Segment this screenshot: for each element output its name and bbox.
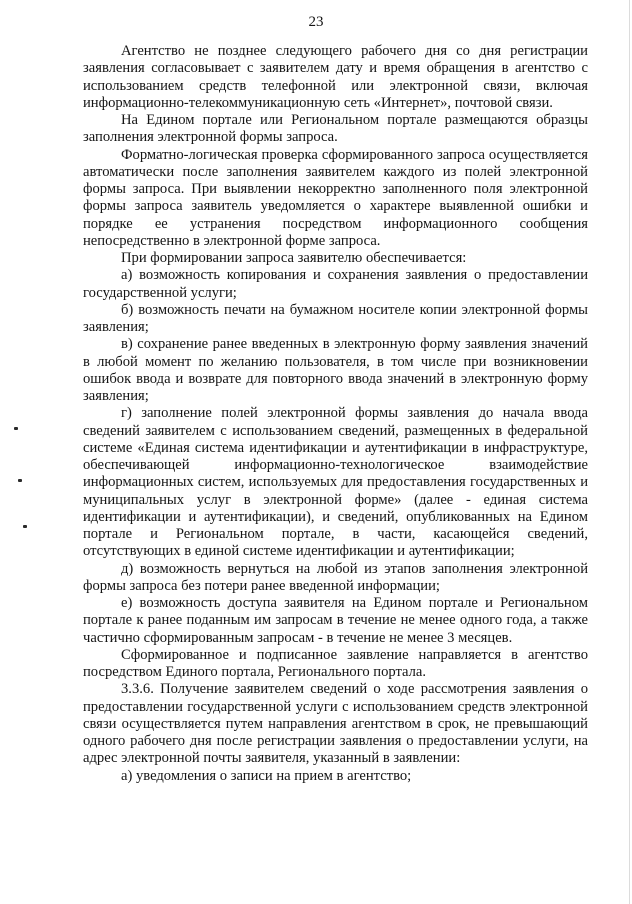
- scan-edge-line: [629, 0, 630, 904]
- list-item: е) возможность доступа заявителя на Едином портале и Региональном портале к ранее поданным им запросам в течение не менее одного года, а также частично сформированным запросам - в течение не менее 3 месяцев.: [83, 595, 588, 646]
- paragraph: Агентство не позднее следующего рабочего дня со дня регистрации заявления согласовывает с заявителем дату и время обращения в агентство с использованием средств телефонной или электронной связи, включая информационно-телекоммуникационную сеть «Интернет», почтовой связи.: [83, 43, 588, 111]
- list-item: а) уведомления о записи на прием в агентство;: [121, 767, 412, 784]
- paragraph: На Едином портале или Региональном портале размещаются образцы заполнения электронной формы запроса.: [83, 112, 588, 146]
- list-item: г) заполнение полей электронной формы заявления до начала ввода сведений заявителем с использованием сведений, размещенных в федеральной системе «Единая система идентификации и аутентификации в инфраструктуре, обеспечивающей информационно-технологическое взаимодействие информационных систем, используемых для предоставления государственных и муниципальных услуг в электронной форме» (далее - единая система идентификации и аутентификации), и сведений, опубликованных на Едином портале и Региональном портале, в части, касающейся сведений, отсутствующих в единой системе идентификации и аутентификации;: [83, 405, 588, 560]
- page-number: 23: [308, 14, 324, 30]
- list-item: б) возможность печати на бумажном носителе копии электронной формы заявления;: [83, 301, 588, 335]
- paragraph: Сформированное и подписанное заявление направляется в агентство посредством Единого портала, Регионального портала.: [83, 646, 588, 680]
- list-item: д) возможность вернуться на любой из этапов заполнения электронной формы запроса без потери ранее введенной информации;: [83, 560, 588, 594]
- document-body: [83, 43, 588, 785]
- scan-mark: [14, 427, 18, 430]
- scan-mark: [18, 479, 22, 482]
- section-paragraph: 3.3.6. Получение заявителем сведений о ходе рассмотрения заявления о предоставлении государственной услуги с использованием средств электронной связи осуществляется путем направления агентством в срок, не превышающий одного рабочего дня после регистрации заявления о предоставлении услуги, на адрес электронной почты заявителя, указанный в заявлении:: [83, 681, 588, 767]
- scan-mark: [23, 525, 27, 528]
- paragraph: При формировании запроса заявителю обеспечивается:: [121, 250, 467, 266]
- list-item: в) сохранение ранее введенных в электронную форму заявления значений в любой момент по желанию пользователя, в том числе при возникновении ошибок ввода и возврате для повторного ввода значений в электронную форму заявления;: [83, 336, 588, 404]
- list-item: а) возможность копирования и сохранения заявления о предоставлении государственной услуги;: [83, 267, 588, 301]
- paragraph: Форматно-логическая проверка сформированного запроса осуществляется автоматически после заполнения заявителем каждого из полей электронной формы запроса. При выявлении некорректно заполненного поля электронной формы запроса заявитель уведомляется о характере выявленной ошибки и порядке ее устранения посредством информационного сообщения непосредственно в электронной форме запроса.: [83, 146, 588, 249]
